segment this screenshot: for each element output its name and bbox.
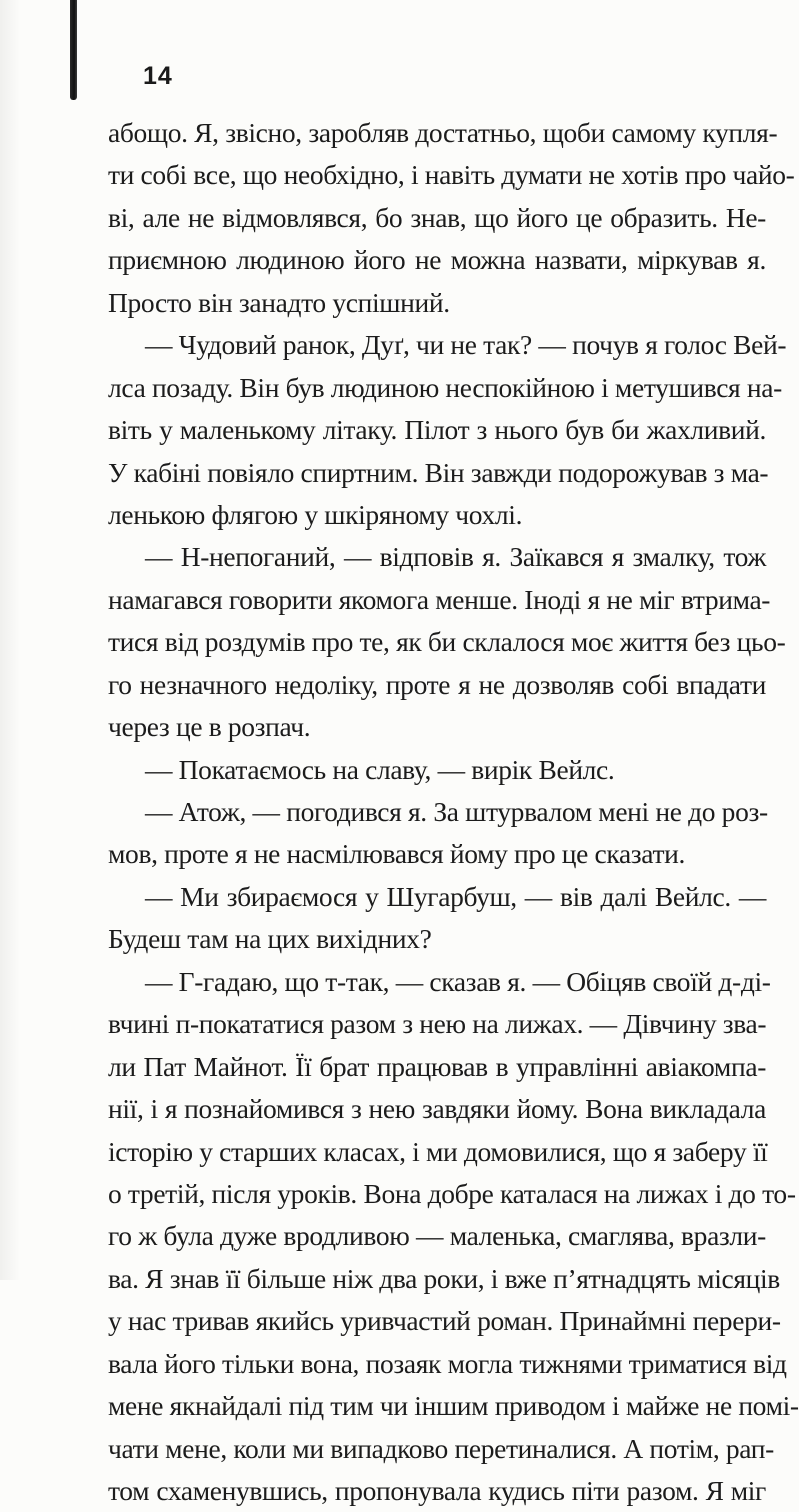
text-line: приємною людиною його не можна назвати, міркував я. bbox=[108, 244, 766, 276]
text-line: Будеш там на цих вихідних? bbox=[108, 923, 432, 955]
text-line: вчині п-покататися разом з нею на лижах. — Дівчину зва- bbox=[108, 1008, 767, 1040]
text-line: — Ми збираємося у Шугарбуш, — вів далі Вейлс. — bbox=[145, 880, 766, 912]
text-line: го ж була дуже вродливою — маленька, смаглява, вразли- bbox=[108, 1220, 766, 1252]
text-line: го незначного недоліку, проте я не дозволяв собі впадати bbox=[108, 668, 766, 700]
text-line: нії, і я познайомився з нею завдяки йому. Вона викладала bbox=[108, 1093, 766, 1125]
text-line: абощо. Я, звісно, заробляв достатньо, щоби самому купля- bbox=[108, 117, 778, 148]
text-line: У кабіні повіяло спиртним. Він завжди подорожував з ма- bbox=[108, 456, 769, 488]
text-line: історію у старших класах, і ми домовилися, що я заберу її bbox=[108, 1135, 768, 1167]
text-line: о третій, після уроків. Вона добре каталася на лижах і до то- bbox=[108, 1177, 796, 1209]
text-line: вала його тільки вона, позаяк могла тижнями триматися від bbox=[108, 1347, 787, 1379]
text-line: — Г-гадаю, що т-так, — сказав я. — Обіцяв своїй д-ді- bbox=[145, 965, 771, 997]
text-line: намагався говорити якомога менше. Іноді я не міг втрима- bbox=[108, 583, 771, 615]
text-line: ленькою флягою у шкіряному чохлі. bbox=[108, 498, 523, 530]
text-line: Просто він занадто успішний. bbox=[108, 286, 450, 318]
page-gutter-shadow bbox=[0, 0, 20, 1280]
text-line: — Н-непоганий, — відповів я. Заїкався я змалку, тож bbox=[145, 541, 766, 573]
body-text bbox=[108, 112, 799, 1512]
text-line: мене якнайдалі під тим чи іншим приводом і майже не помі- bbox=[108, 1390, 799, 1422]
text-line: віть у маленькому літаку. Пілот з нього був би жахливий. bbox=[108, 414, 766, 446]
text-line: — Покатаємось на славу, — вирік Вейлс. bbox=[145, 753, 615, 785]
text-line: лса позаду. Він був людиною неспокійною і метушився на- bbox=[108, 371, 782, 403]
text-line: через це в розпач. bbox=[108, 711, 311, 743]
text-line: у нас тривав якийсь уривчастий роман. Принаймні перери- bbox=[108, 1305, 781, 1337]
text-line: чати мене, коли ми випадково перетиналися. А потім, рап- bbox=[108, 1432, 774, 1464]
text-line: том схаменувшись, пропонувала кудись піти разом. Я міг bbox=[108, 1475, 766, 1506]
text-line: ли Пат Майнот. Її брат працював в управлінні авіакомпа- bbox=[108, 1050, 766, 1082]
text-line: — Чудовий ранок, Дуґ, чи не так? — почув я голос Вей- bbox=[145, 329, 787, 361]
page-edge-marker bbox=[70, 0, 77, 100]
text-line: — Атож, — погодився я. За штурвалом мені не до роз- bbox=[145, 796, 768, 827]
text-line: ва. Я знав її більше ніж два роки, і вже п’ятнадцять місяців bbox=[108, 1262, 780, 1294]
text-line: ві, але не відмовлявся, бо знав, що його це образить. Не- bbox=[108, 201, 766, 233]
text-line: мов, проте я не насмілювався йому про це сказати. bbox=[108, 838, 686, 870]
text-line: тися від роздумів про те, як би склалося моє життя без цьо- bbox=[108, 626, 786, 658]
page-number: 14 bbox=[143, 62, 173, 90]
text-line: ти собі все, що необхідно, і навіть думати не хотів про чайо- bbox=[108, 159, 795, 191]
